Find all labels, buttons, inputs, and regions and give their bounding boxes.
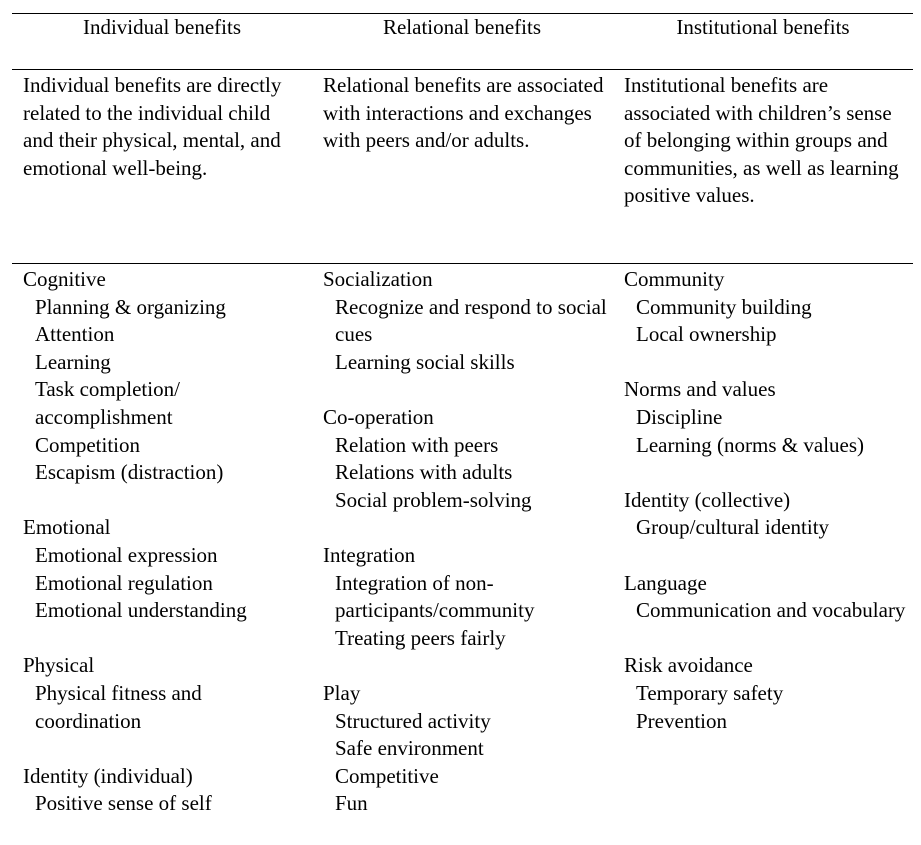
group-item: Positive sense of self [35,791,212,816]
group-item: Discipline [636,404,723,429]
group-title: Community [624,267,725,291]
benefit-group [323,542,608,652]
header-institutional-benefits: Institutional benefits [676,15,850,39]
header-individual-benefits: Individual benefits [82,15,242,39]
benefit-group [624,487,914,542]
benefit-group [323,266,608,376]
benefit-group [624,376,914,459]
description-rule [12,263,913,264]
group-item: Competition [35,432,140,457]
group-title: Norms and values [624,377,776,402]
group-title: Play [323,680,361,705]
benefit-group [624,266,914,349]
group-item: Treating peers fairly [335,625,506,650]
column-relational [323,266,608,845]
group-item: Community building [636,294,812,319]
group-item: Emotional expression [35,542,218,567]
column-institutional [624,266,914,763]
group-title: Risk avoidance [624,653,753,678]
group-item: Structured activity [335,708,491,733]
group-item: Attention [35,322,115,347]
group-item: Group/cultural identity [636,515,830,540]
benefit-group [23,652,303,735]
group-item: Recognize and respond to social cues [335,294,607,347]
description-individual: Individual benefits are directly related to the individual child and their physical, mental, and emotional well-being. [23,73,282,180]
description-relational: Relational benefits are associated with interactions and exchanges with peers and/or adults. [323,73,604,153]
description-institutional: Institutional benefits are associated with children’s sense of belonging within groups and communities, as well as learning positive values. [624,73,899,208]
group-item: Local ownership [636,322,777,347]
group-item: Physical fitness and coordination [35,680,202,733]
benefit-group [23,514,303,624]
benefit-group [624,652,914,735]
group-item: Emotional understanding [35,598,247,623]
group-item: Learning [35,349,111,374]
group-title: Socialization [323,267,433,291]
group-title: Physical [23,653,95,678]
group-item: Planning & organizing [35,294,226,319]
group-item: Learning social skills [335,349,515,374]
header-rule [12,69,913,70]
group-item: Task completion/ accomplishment [35,377,180,429]
group-item: Safe environment [335,736,484,761]
header-relational-benefits: Relational benefits [382,15,542,39]
group-item: Social problem-solving [335,487,532,512]
group-item: Learning (norms & values) [636,432,865,457]
group-title: Co-operation [323,404,434,429]
group-item: Competitive [335,763,439,788]
group-title: Identity (collective) [624,487,791,512]
benefit-group [23,763,303,818]
group-title: Cognitive [23,267,106,291]
column-individual [23,266,303,845]
group-item: Escapism (distraction) [35,460,224,485]
group-item: Temporary safety [636,680,784,705]
group-item: Emotional regulation [35,570,213,595]
group-item: Communication and vocabulary [636,598,906,623]
group-title: Emotional [23,515,111,540]
group-title: Identity (individual) [23,763,193,788]
group-title: Language [624,570,707,595]
group-item: Relations with adults [335,460,513,485]
group-item: Prevention [636,708,727,733]
benefit-group [624,570,914,625]
benefit-group [23,266,303,487]
group-item: Integration of non-participants/community [335,570,535,623]
group-item: Relation with peers [335,432,499,457]
benefit-group [323,680,608,818]
group-item: Fun [335,791,368,816]
benefit-group [323,404,608,514]
group-title: Integration [323,542,416,567]
